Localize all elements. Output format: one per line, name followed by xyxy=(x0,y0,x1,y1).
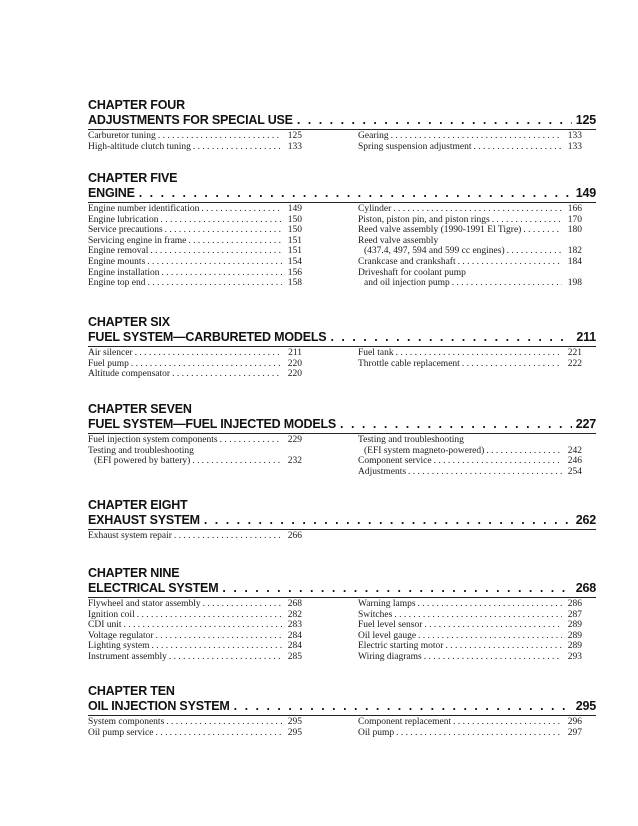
chapter-section xyxy=(88,98,596,152)
dot-leader xyxy=(452,278,562,289)
dot-leader xyxy=(137,610,282,621)
dot-leader xyxy=(507,246,562,257)
dot-leader xyxy=(188,236,282,247)
entry-columns xyxy=(88,348,596,380)
entry-page-number: 150 xyxy=(287,225,302,236)
entry-page-number: 285 xyxy=(287,651,302,662)
toc-entry[interactable] xyxy=(88,359,302,370)
toc-entry[interactable] xyxy=(88,131,302,142)
entry-page-number: 154 xyxy=(287,256,302,267)
toc-entry[interactable] xyxy=(88,278,302,289)
toc-entry[interactable] xyxy=(88,246,302,257)
toc-entry[interactable] xyxy=(358,435,582,446)
chapter-number: CHAPTER FOUR xyxy=(88,98,185,112)
entry-page-number: 289 xyxy=(567,641,582,652)
entry-label: Exhaust system repair xyxy=(88,531,172,541)
left-column xyxy=(88,204,302,289)
dot-leader xyxy=(156,631,282,642)
chapter-number: CHAPTER TEN xyxy=(88,684,175,698)
chapter-title: FUEL SYSTEM—FUEL INJECTED MODELS xyxy=(88,417,337,431)
entry-page-number: 286 xyxy=(567,599,582,609)
right-column xyxy=(358,717,582,738)
dot-leader xyxy=(394,610,562,621)
entry-label: Instrument assembly xyxy=(88,651,167,662)
dot-leader xyxy=(139,186,572,201)
toc-entry[interactable] xyxy=(358,717,582,728)
toc-entry[interactable] xyxy=(358,257,582,268)
entry-columns xyxy=(88,435,596,477)
entry-page-number: 229 xyxy=(287,435,302,445)
dot-leader xyxy=(220,435,282,446)
dot-leader xyxy=(297,113,572,128)
entry-label: Testing and troubleshooting xyxy=(358,435,464,445)
entry-label: Altitude compensator xyxy=(88,369,171,380)
entry-label: Spring suspension adjustment xyxy=(358,141,472,152)
entry-label: Wiring diagrams xyxy=(358,651,422,662)
entry-page-number: 182 xyxy=(567,246,582,257)
dot-leader xyxy=(424,620,562,631)
chapter-number: CHAPTER SIX xyxy=(88,315,170,329)
entry-label: (EFI system magneto-powered) xyxy=(364,445,485,456)
chapter-page-number: 149 xyxy=(575,186,596,200)
toc-entry[interactable] xyxy=(88,268,302,279)
entry-page-number: 222 xyxy=(567,358,582,369)
entry-page-number: 268 xyxy=(287,599,302,609)
entry-page-number: 158 xyxy=(287,278,302,289)
entry-label: Electric starting motor xyxy=(358,641,444,652)
chapter-title: ELECTRICAL SYSTEM xyxy=(88,581,219,595)
toc-entry[interactable] xyxy=(358,236,582,247)
dot-leader xyxy=(462,359,562,370)
chapter-title-row[interactable] xyxy=(88,417,596,432)
dot-leader xyxy=(523,225,562,236)
dot-leader xyxy=(396,728,562,739)
toc-entry[interactable] xyxy=(88,435,302,446)
entry-label: CDI unit xyxy=(88,620,122,631)
right-column xyxy=(358,204,582,289)
entry-label: Carburetor tuning xyxy=(88,131,156,141)
dot-leader xyxy=(201,204,282,215)
dot-leader xyxy=(174,531,282,542)
toc-entry[interactable] xyxy=(358,225,582,236)
entry-label: Engine removal xyxy=(88,246,149,257)
chapter-rule xyxy=(88,597,596,598)
entry-page-number: 133 xyxy=(567,131,582,141)
entry-page-number: 166 xyxy=(567,204,582,214)
toc-entry[interactable] xyxy=(358,215,582,226)
entry-page-number: 284 xyxy=(287,641,302,652)
dot-leader xyxy=(222,581,571,596)
entry-label: (437.4, 497, 594 and 599 cc engines) xyxy=(364,246,505,257)
chapter-rule xyxy=(88,433,596,434)
chapter-title: OIL INJECTION SYSTEM xyxy=(88,699,230,713)
dot-leader xyxy=(124,620,282,631)
left-column xyxy=(88,599,302,663)
entry-label: Testing and troubleshooting xyxy=(88,445,194,456)
entry-page-number: 150 xyxy=(287,214,302,225)
entry-page-number: 133 xyxy=(567,141,582,152)
entry-label: Driveshaft for coolant pump xyxy=(358,267,466,278)
toc-entry[interactable] xyxy=(88,631,302,642)
chapter-page-number: 295 xyxy=(575,699,596,713)
entry-label: Oil pump service xyxy=(88,727,154,738)
dot-leader xyxy=(193,142,282,153)
dot-leader xyxy=(391,131,562,142)
toc-entry[interactable] xyxy=(358,204,582,215)
entry-label: Warning lamps xyxy=(358,599,416,609)
left-column xyxy=(88,717,302,738)
toc-entry[interactable] xyxy=(358,278,582,289)
dot-leader xyxy=(418,631,562,642)
entry-label: Servicing engine in frame xyxy=(88,235,187,246)
dot-leader xyxy=(486,446,562,457)
entry-label: Throttle cable replacement xyxy=(358,358,460,369)
chapter-section xyxy=(88,684,596,738)
toc-entry[interactable] xyxy=(88,348,302,359)
entry-page-number: 246 xyxy=(567,456,582,467)
entry-page-number: 289 xyxy=(567,630,582,641)
chapter-section xyxy=(88,171,596,289)
toc-entry[interactable] xyxy=(358,456,582,467)
chapter-title: FUEL SYSTEM—CARBURETED MODELS xyxy=(88,330,327,344)
chapter-title-row[interactable] xyxy=(88,699,596,714)
chapter-section xyxy=(88,402,596,477)
chapter-page-number: 262 xyxy=(575,513,596,527)
entry-label: Component service xyxy=(358,456,432,467)
toc-entry[interactable] xyxy=(88,215,302,226)
entry-columns xyxy=(88,599,596,663)
chapter-rule xyxy=(88,202,596,203)
dot-leader xyxy=(473,142,562,153)
dot-leader xyxy=(408,467,562,478)
dot-leader xyxy=(152,641,283,652)
entry-label: Voltage regulator xyxy=(88,630,154,641)
chapter-title-row[interactable] xyxy=(88,186,596,201)
toc-entry[interactable] xyxy=(88,531,302,542)
entry-page-number: 149 xyxy=(287,204,302,214)
toc-entry[interactable] xyxy=(358,620,582,631)
dot-leader xyxy=(147,257,282,268)
entry-label: Fuel tank xyxy=(358,348,394,358)
entry-page-number: 198 xyxy=(567,278,582,289)
dot-leader xyxy=(445,641,562,652)
toc-entry[interactable] xyxy=(88,204,302,215)
entry-page-number: 296 xyxy=(567,717,582,727)
entry-page-number: 170 xyxy=(567,214,582,225)
chapter-title: ENGINE xyxy=(88,186,135,200)
toc-entry[interactable] xyxy=(358,610,582,621)
entry-label: Fuel pump xyxy=(88,358,129,369)
entry-label: System components xyxy=(88,717,165,727)
toc-entry[interactable] xyxy=(358,467,582,478)
dot-leader xyxy=(131,359,282,370)
entry-label: Engine installation xyxy=(88,267,160,278)
toc-entry[interactable] xyxy=(88,225,302,236)
toc-entry[interactable] xyxy=(88,717,302,728)
entry-label: High-altitude clutch tuning xyxy=(88,141,191,152)
right-column xyxy=(358,531,582,542)
dot-leader xyxy=(424,652,562,663)
left-column xyxy=(88,131,302,152)
toc-entry[interactable] xyxy=(358,142,582,153)
entry-page-number: 151 xyxy=(287,235,302,246)
dot-leader xyxy=(148,278,282,289)
dot-leader xyxy=(203,599,282,610)
entry-label: Engine lubrication xyxy=(88,214,159,225)
toc-entry[interactable] xyxy=(88,652,302,663)
dot-leader xyxy=(393,204,562,215)
chapter-title-row[interactable] xyxy=(88,330,596,345)
entry-page-number: 293 xyxy=(567,651,582,662)
dot-leader xyxy=(340,417,572,432)
entry-page-number: 242 xyxy=(567,445,582,456)
chapter-title-row[interactable] xyxy=(88,113,596,128)
entry-label: Piston, piston pin, and piston rings xyxy=(358,214,490,225)
entry-label: Ignition coil xyxy=(88,609,135,620)
entry-page-number: 220 xyxy=(287,369,302,380)
chapter-section xyxy=(88,315,596,380)
entry-page-number: 284 xyxy=(287,630,302,641)
left-column xyxy=(88,531,302,542)
entry-page-number: 220 xyxy=(287,358,302,369)
chapter-title: EXHAUST SYSTEM xyxy=(88,513,200,527)
toc-entry[interactable] xyxy=(88,257,302,268)
chapter-rule xyxy=(88,346,596,347)
entry-label: Component replacement xyxy=(358,717,452,727)
chapter-title-row[interactable] xyxy=(88,513,596,528)
entry-page-number: 282 xyxy=(287,609,302,620)
chapter-number: CHAPTER EIGHT xyxy=(88,498,188,512)
entry-label: Engine top end xyxy=(88,278,146,289)
dot-leader xyxy=(396,348,562,359)
toc-entry[interactable] xyxy=(88,142,302,153)
entry-page-number: 125 xyxy=(287,131,302,141)
toc-entry[interactable] xyxy=(358,652,582,663)
chapter-rule xyxy=(88,529,596,530)
dot-leader xyxy=(204,513,572,528)
right-column xyxy=(358,435,582,477)
dot-leader xyxy=(192,456,282,467)
chapter-page-number: 125 xyxy=(575,113,596,127)
toc-entry[interactable] xyxy=(88,610,302,621)
chapter-rule xyxy=(88,129,596,130)
entry-page-number: 151 xyxy=(287,246,302,257)
entry-page-number: 297 xyxy=(567,727,582,738)
toc-entry[interactable] xyxy=(88,620,302,631)
chapter-title: ADJUSTMENTS FOR SPECIAL USE xyxy=(88,113,293,127)
entry-label: Engine number identification xyxy=(88,204,200,214)
chapter-number: CHAPTER SEVEN xyxy=(88,402,192,416)
entry-label: Lighting system xyxy=(88,641,150,652)
entry-label: Air silencer xyxy=(88,348,133,358)
toc-entry[interactable] xyxy=(358,268,582,279)
entry-label: Switches xyxy=(358,609,393,620)
toc-entry[interactable] xyxy=(88,599,302,610)
dot-leader xyxy=(158,131,282,142)
entry-columns xyxy=(88,531,596,542)
entry-label: Fuel level sensor xyxy=(358,620,423,631)
dot-leader xyxy=(155,728,282,739)
right-column xyxy=(358,599,582,663)
entry-columns xyxy=(88,131,596,152)
entry-label: Reed valve assembly (1990-1991 El Tigre) xyxy=(358,225,522,236)
entry-label: Service precautions xyxy=(88,225,163,236)
dot-leader xyxy=(330,330,572,345)
chapter-page-number: 211 xyxy=(576,330,596,344)
dot-leader xyxy=(165,225,282,236)
entry-page-number: 295 xyxy=(287,727,302,738)
entry-label: Gearing xyxy=(358,131,389,141)
entry-label: Crankcase and crankshaft xyxy=(358,256,456,267)
entry-label: Oil level gauge xyxy=(358,630,417,641)
entry-page-number: 232 xyxy=(287,456,302,467)
toc-entry[interactable] xyxy=(88,236,302,247)
toc-entry[interactable] xyxy=(358,446,582,457)
entry-label: Fuel injection system components xyxy=(88,435,218,445)
entry-page-number: 289 xyxy=(567,620,582,631)
chapter-page-number: 227 xyxy=(575,417,596,431)
entry-label: and oil injection pump xyxy=(364,278,450,289)
chapter-rule xyxy=(88,715,596,716)
dot-leader xyxy=(150,246,282,257)
dot-leader xyxy=(169,652,282,663)
chapter-number: CHAPTER NINE xyxy=(88,566,180,580)
toc-entry[interactable] xyxy=(88,641,302,652)
entry-page-number: 211 xyxy=(288,348,302,358)
entry-page-number: 180 xyxy=(567,225,582,236)
dot-leader xyxy=(234,699,572,714)
entry-page-number: 266 xyxy=(287,531,302,541)
toc-entry[interactable] xyxy=(358,631,582,642)
entry-label: Flywheel and stator assembly xyxy=(88,599,201,609)
dot-leader xyxy=(458,257,562,268)
chapter-section xyxy=(88,566,596,663)
right-column xyxy=(358,131,582,152)
dot-leader xyxy=(166,717,282,728)
left-column xyxy=(88,348,302,380)
entry-page-number: 287 xyxy=(567,609,582,620)
toc-entry[interactable] xyxy=(358,246,582,257)
dot-leader xyxy=(135,348,282,359)
dot-leader xyxy=(162,268,282,279)
dot-leader xyxy=(160,215,282,226)
toc-entry[interactable] xyxy=(88,456,302,467)
chapter-section xyxy=(88,498,596,542)
entry-page-number: 184 xyxy=(567,256,582,267)
left-column xyxy=(88,435,302,477)
dot-leader xyxy=(453,717,562,728)
toc-entry[interactable] xyxy=(88,369,302,380)
entry-label: Reed valve assembly xyxy=(358,235,439,246)
toc-entry[interactable] xyxy=(358,348,582,359)
entry-columns xyxy=(88,717,596,738)
chapter-page-number: 268 xyxy=(575,581,596,595)
chapter-title-row[interactable] xyxy=(88,581,596,596)
toc-entry[interactable] xyxy=(358,131,582,142)
entry-label: Oil pump xyxy=(358,727,395,738)
dot-leader xyxy=(418,599,562,610)
entry-label: (EFI powered by battery) xyxy=(94,456,191,467)
entry-page-number: 133 xyxy=(287,141,302,152)
toc-entry[interactable] xyxy=(88,728,302,739)
entry-label: Engine mounts xyxy=(88,256,146,267)
dot-leader xyxy=(434,456,562,467)
chapter-number: CHAPTER FIVE xyxy=(88,171,178,185)
entry-page-number: 221 xyxy=(567,348,582,358)
entry-page-number: 156 xyxy=(287,267,302,278)
entry-label: Cylinder xyxy=(358,204,392,214)
right-column xyxy=(358,348,582,380)
toc-entry[interactable] xyxy=(358,599,582,610)
toc-entry[interactable] xyxy=(358,728,582,739)
entry-page-number: 283 xyxy=(287,620,302,631)
toc-entry[interactable] xyxy=(358,641,582,652)
toc-entry[interactable] xyxy=(88,446,302,457)
toc-entry[interactable] xyxy=(358,359,582,370)
entry-columns xyxy=(88,204,596,289)
entry-label: Adjustments xyxy=(358,466,407,477)
entry-page-number: 254 xyxy=(567,466,582,477)
dot-leader xyxy=(492,215,562,226)
entry-page-number: 295 xyxy=(287,717,302,727)
dot-leader xyxy=(172,369,282,380)
